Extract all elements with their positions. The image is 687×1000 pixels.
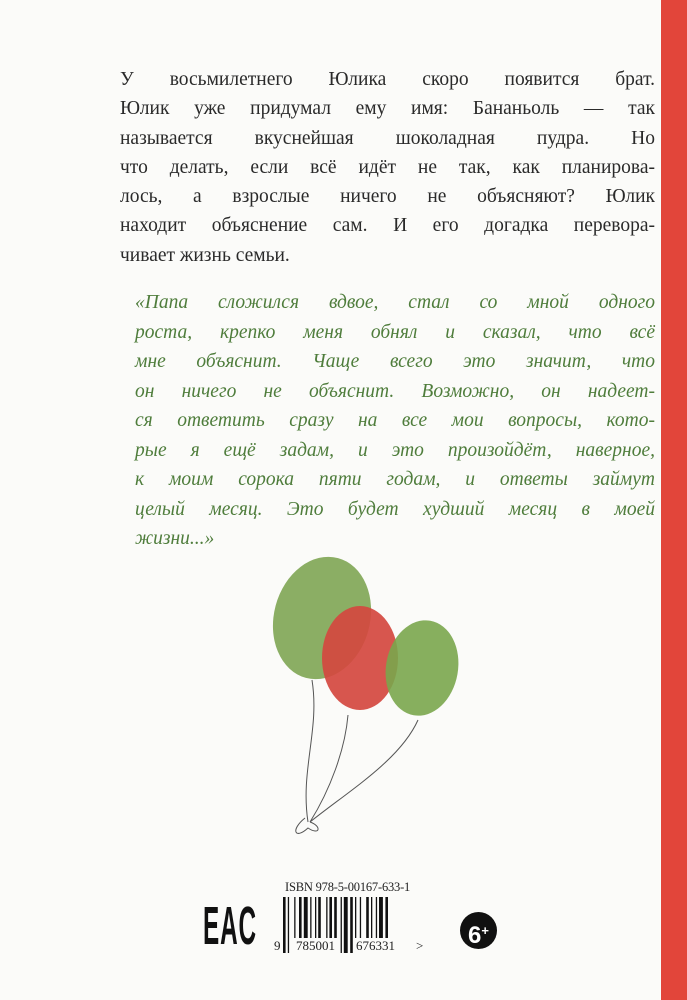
description-line: находит объяснение сам. И его догадка перевора-	[120, 215, 655, 237]
age-rating-value: 6	[468, 922, 482, 949]
book-quote	[135, 288, 655, 554]
quote-line: мне объяснит. Чаще всего это значит, что	[135, 351, 655, 372]
description-line: Юлик уже придумал ему имя: Бананьоль — так	[120, 98, 655, 120]
string-knot	[296, 818, 318, 833]
eac-mark: EAC	[203, 896, 258, 956]
barcode-bar	[283, 897, 286, 953]
balloon-string	[310, 720, 418, 822]
description-line: лось, а взрослые ничего не объясняют? Юлик	[120, 186, 655, 208]
age-rating-plus: +	[481, 923, 489, 938]
quote-line: к моим сорока пяти годам, и ответы займут	[135, 469, 655, 490]
balloon-string	[310, 715, 348, 822]
quote-line: жизни...»	[135, 528, 215, 549]
barcode-digits-left: 785001	[296, 938, 335, 953]
description-line: что делать, если всё идёт не так, как планирова-	[120, 156, 655, 178]
barcode-bar	[344, 897, 348, 953]
age-rating-badge	[460, 912, 497, 949]
quote-line: роста, крепко меня обнял и сказал, что всё	[135, 321, 655, 343]
description-line: называется вкуснейшая шоколадная пудра. Но	[120, 127, 655, 149]
barcode-end-mark: >	[416, 938, 424, 953]
spine-accent-stripe	[661, 0, 687, 1000]
barcode-digit-first: 9	[274, 938, 281, 953]
quote-line: он ничего не объяснит. Возможно, он надеет-	[135, 380, 655, 402]
barcode-bar	[350, 897, 353, 953]
quote-line: «Папа сложился вдвое, стал со мной одного	[135, 292, 655, 313]
description-line: У восьмилетнего Юлика скоро появится брат.	[120, 69, 655, 90]
description-line: чивает жизнь семьи.	[120, 244, 290, 266]
isbn-label: ISBN 978-5-00167-633-1	[285, 880, 411, 894]
quote-line: целый месяц. Это будет худший месяц в моей	[135, 498, 655, 520]
balloon-string	[306, 680, 314, 822]
barcode-bar	[341, 897, 342, 953]
barcode-bar	[288, 897, 289, 953]
quote-line: ся ответить сразу на все мои вопросы, кото-	[135, 410, 655, 431]
book-description	[120, 65, 655, 270]
barcode-digits-right: 676331	[356, 938, 395, 953]
balloons-illustration	[250, 540, 480, 840]
quote-line: рые я ещё задам, и это произойдёт, наверное,	[135, 439, 655, 461]
red-balloon	[322, 606, 398, 710]
